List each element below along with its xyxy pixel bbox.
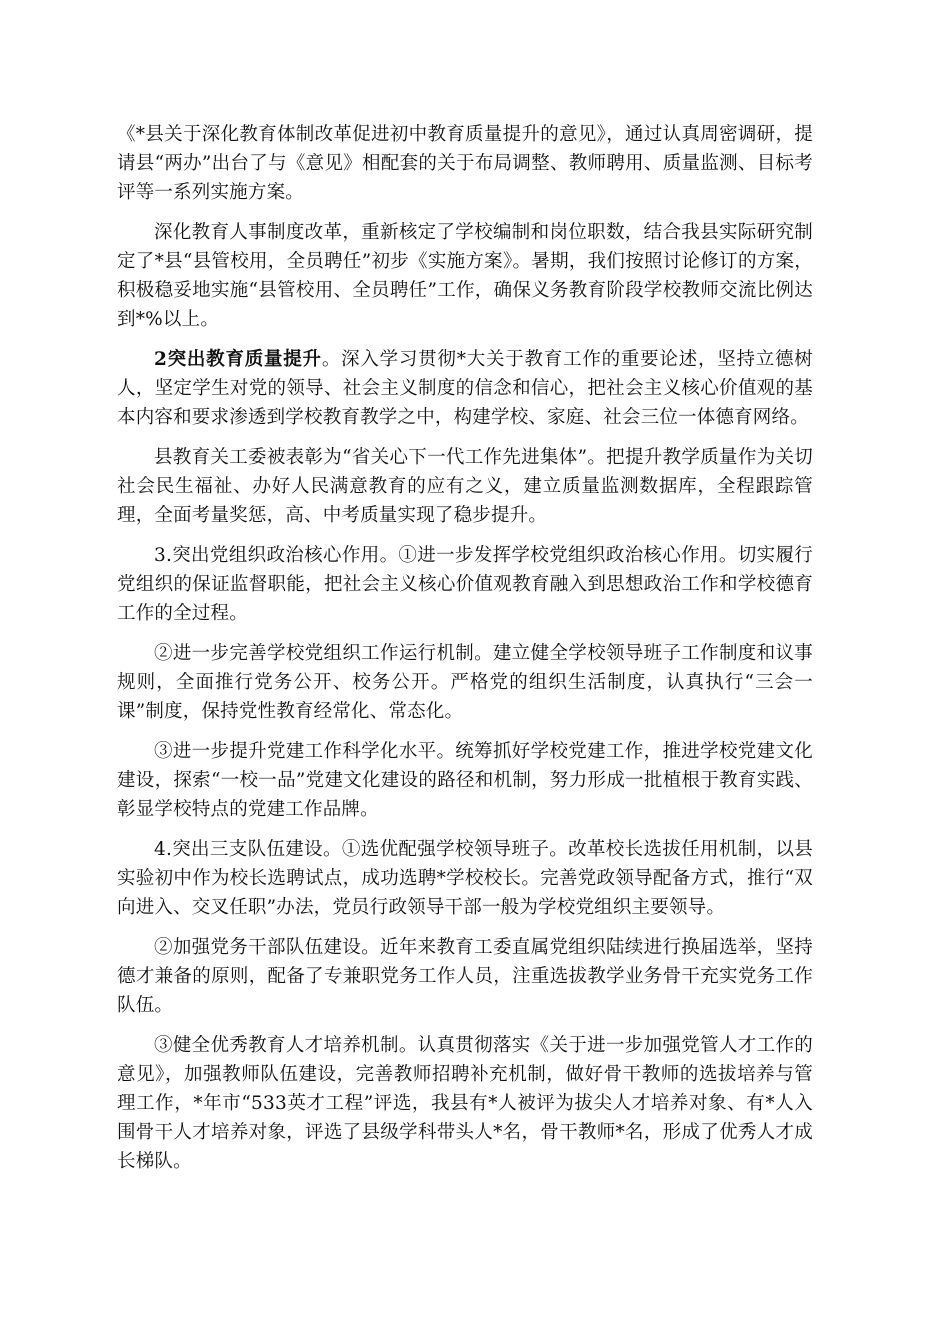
paragraph-text: 县教育关工委被表彰为“省关心下一代工作先进集体”。把提升教学质量作为关切社会民生福祉、办好人民满意教育的应有之义，建立质量监测数据库，全程跟踪管理，全面考量奖惩，高、中考质量实现了稳步提升。	[117, 447, 813, 526]
paragraph-text: ②加强党务干部队伍建设。近年来教育工委直属党组织陆续进行换届选举，坚持德才兼备的原则，配备了专兼职党务工作人员，注重选拔教学业务骨干充实党务工作队伍。	[117, 937, 813, 1016]
paragraph-text: 3.突出党组织政治核心作用。①进一步发挥学校党组织政治核心作用。切实履行党组织的保证监督职能，把社会主义核心价值观教育融入到思想政治工作和学校德育工作的全过程。	[117, 545, 813, 624]
paragraph-9	[117, 933, 813, 1020]
paragraph-text: 深化教育人事制度改革，重新核定了学校编制和岗位职数，结合我县实际研究制定了*县“县管校用，全员聘任”初步《实施方案》。暑期，我们按照讨论修订的方案，积极稳妥地实施“县管校用、全员聘任”工作，确保义务教育阶段学校教师交流比例达到*%以上。	[117, 222, 813, 330]
paragraph-text: ②进一步完善学校党组织工作运行机制。建立健全学校领导班子工作制度和议事规则，全面推行党务公开、校务公开。严格党的组织生活制度，认真执行“三会一课”制度，保持党性教育经常化、常态化。	[117, 643, 813, 722]
paragraph-text: 4.突出三支队伍建设。①选优配强学校领导班子。改革校长选拔任用机制，以县实验初中作为校长选聘试点，成功选聘*学校校长。完善党政领导配备方式，推行“双向进入、交叉任职”办法，党员行政领导干部一般为学校党组织主要领导。	[117, 839, 813, 918]
paragraph-text: 《*县关于深化教育体制改革促进初中教育质量提升的意见》，通过认真周密调研，提请县“两办”出台了与《意见》相配套的关于布局调整、教师聘用、质量监测、目标考评等一系列实施方案。	[117, 124, 813, 203]
paragraph-10	[117, 1031, 813, 1176]
paragraph-1	[117, 120, 813, 207]
paragraph-7	[117, 737, 813, 824]
paragraph-text: ③健全优秀教育人才培养机制。认真贯彻落实《关于进一步加强党管人才工作的意见》，加强教师队伍建设，完善教师招聘补充机制，做好骨干教师的选拔培养与管理工作，*年市“533英才工程”评选，我县有*人被评为拔尖人才培养对象、有*人入围骨干人才培养对象，评选了县级学科带头人*名，骨干教师*名，形成了优秀人才成长梯队。	[117, 1035, 813, 1172]
paragraph-4	[117, 443, 813, 530]
paragraph-5	[117, 541, 813, 628]
paragraph-2	[117, 218, 813, 334]
document-page	[117, 120, 813, 1187]
paragraph-6	[117, 639, 813, 726]
paragraph-8	[117, 835, 813, 922]
section-heading: 2突出教育质量提升	[154, 349, 322, 370]
paragraph-3	[117, 345, 813, 432]
paragraph-text: ③进一步提升党建工作科学化水平。统筹抓好学校党建工作，推进学校党建文化建设，探索“一校一品”党建文化建设的路径和机制，努力形成一批植根于教育实践、彰显学校特点的党建工作品牌。	[117, 741, 813, 820]
paragraph-text: 。深入学习贯彻*大关于教育工作的重要论述，坚持立德树人，坚定学生对党的领导、社会主义制度的信念和信心，把社会主义核心价值观的基本内容和要求渗透到学校教育教学之中，构建学校、家庭、社会三位一体德育网络。	[117, 349, 813, 428]
